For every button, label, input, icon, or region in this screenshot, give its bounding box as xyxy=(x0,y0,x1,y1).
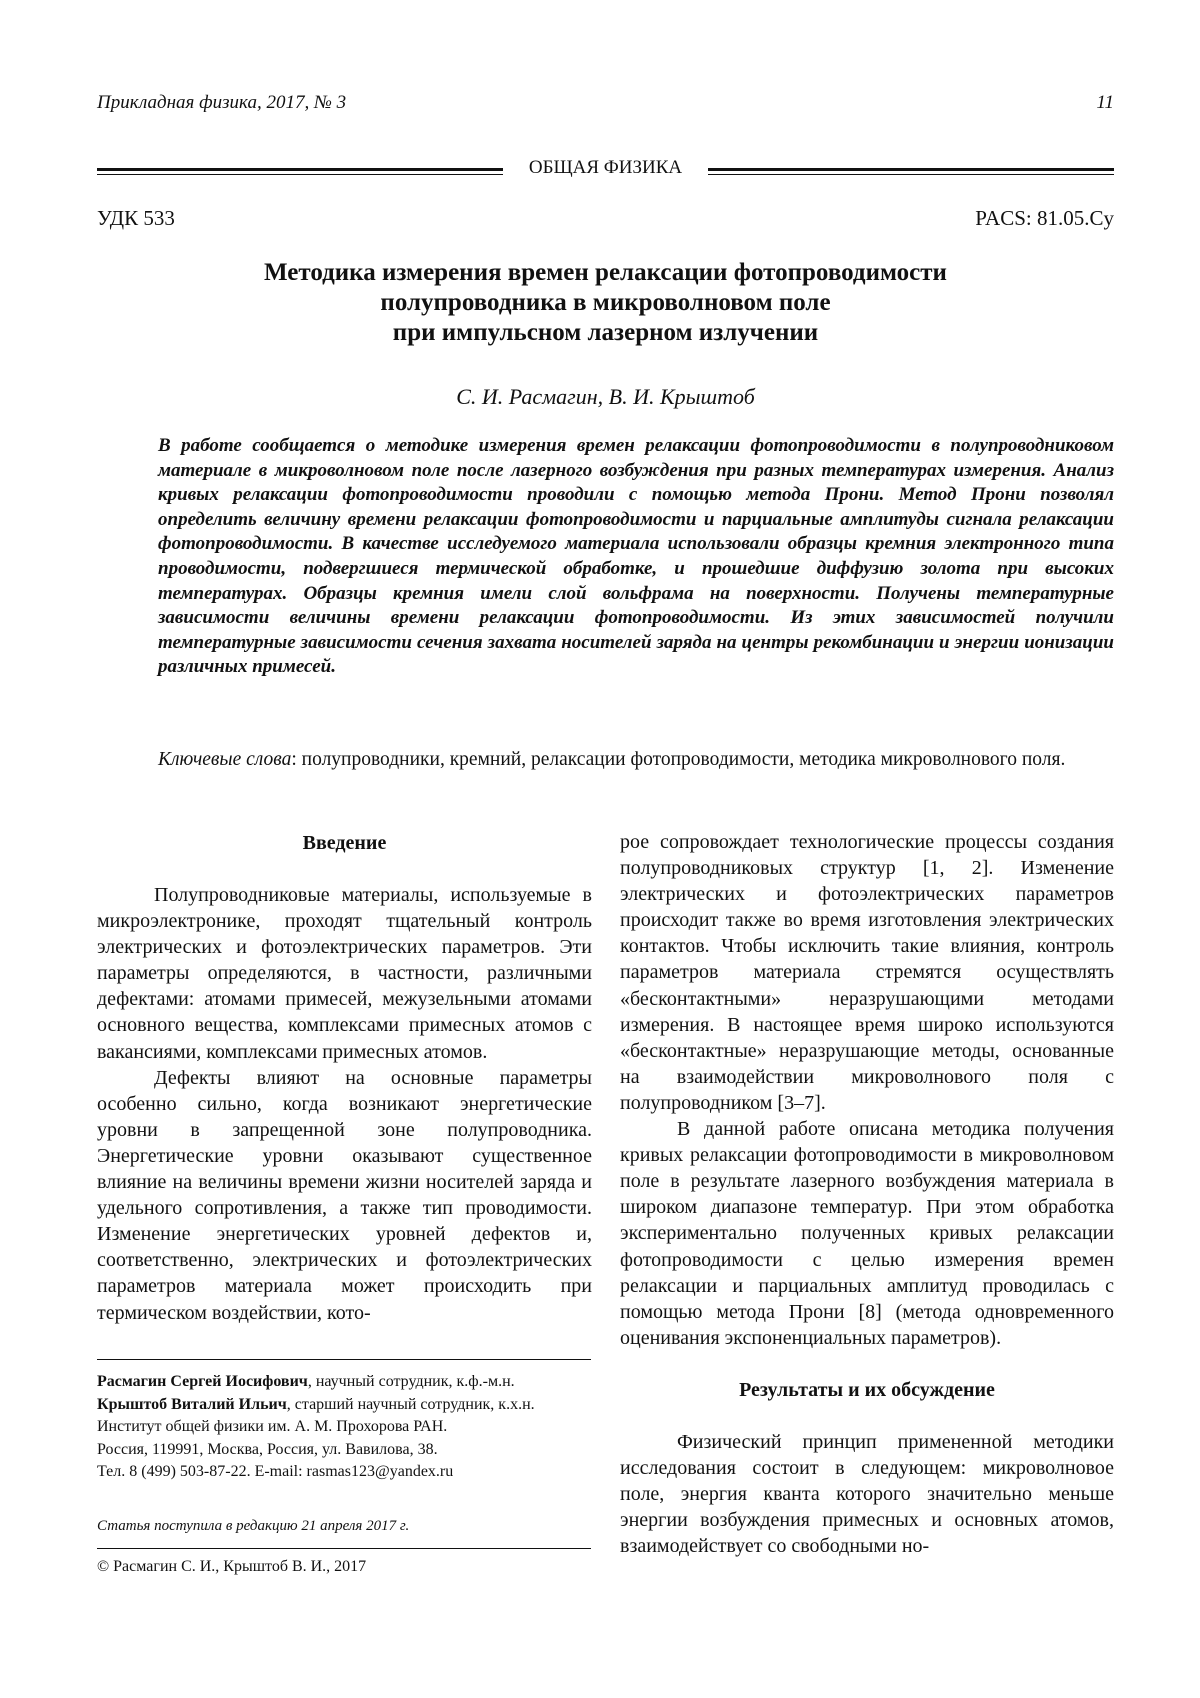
keywords-text: : полупроводники, кремний, релаксации фотопроводимости, методика микроволнового поля. xyxy=(291,749,1066,770)
section-rule-right xyxy=(708,168,1114,171)
section-band xyxy=(97,156,1114,186)
abstract: В работе сообщается о методике измерения времен релаксации фотопроводимости в полупроводниковом материале в микроволновом поле после лазерного возбуждения при разных температурах измерения. Анализ кривых релаксации фотопроводимости проводили с помощью метода Прони. Метод Прони позволял определить величину времени релаксации фотопроводимости и парциальные амплитуды сигнала релаксации фотопроводимости. В качестве исследуемого материала использовали образцы кремния электронного типа проводимости, подвергшиеся термической обработке, и прошедшие диффузию золота при высоких температурах. Образцы кремния имели слой вольфрама на поверхности. Получены температурные зависимости величины времени релаксации фотопроводимости. Из этих зависимостей получили температурные зависимости сечения захвата носителей заряда на центры рекомбинации и энергии ионизации различных примесей. xyxy=(158,435,1114,678)
institute: Институт общей физики им. А. М. Прохорова РАН. xyxy=(97,1418,448,1435)
author1-info: , научный сотрудник, к.ф.-м.н. xyxy=(307,1373,515,1390)
paragraph: В данной работе описана методика получения кривых релаксации фотопроводимости в микроволновом поле в результате лазерного возбуждения материала в широком диапазоне температур. При этом обработка экспериментально полученных кривых релаксации фотопроводимости с целью измерения времен релаксации и парциальных амплитуд проводилась с помощью метода Прони [8] (метода одновременного оценивания экспоненциальных параметров). xyxy=(620,1118,1114,1349)
results-heading: Результаты и их обсуждение xyxy=(739,1378,995,1401)
paragraph: Дефекты влияют на основные параметры особенно сильно, когда возникают энергетические уровни в запрещенной зоне полупроводника. Энергетические уровни оказывают существенное влияние на величины времени жизни носителей заряда и удельного сопротивления, а также тип проводимости. Изменение энергетических уровней дефектов и, соответственно, электрических и фотоэлектрических параметров материала может происходить при термическом воздействии, кото- xyxy=(97,1066,592,1324)
running-head xyxy=(97,92,1114,118)
contact: Тел. 8 (499) 503-87-22. E-mail: rasmas123@yandex.ru xyxy=(97,1463,454,1480)
author2-info: , старший научный сотрудник, к.х.н. xyxy=(286,1395,535,1413)
udk-code: УДК 533 xyxy=(97,206,175,230)
right-column xyxy=(620,829,1114,1559)
section-rule-left xyxy=(97,168,503,171)
authors: С. И. Расмагин, В. И. Крыштоб xyxy=(456,384,755,409)
journal-citation: Прикладная физика, 2017, № 3 xyxy=(97,92,347,113)
paragraph: Физический принцип примененной методики исследования состоит в следующем: микроволновое поле, энергия кванта которого значительно меньше энергии возбуждения примесных и основных атомов, взаимодействует со свободными но- xyxy=(620,1430,1114,1558)
keywords-label: Ключевые слова xyxy=(158,749,292,770)
author2-name: Крыштоб Виталий Ильич xyxy=(97,1395,287,1413)
received-date: Статья поступила в редакцию 21 апреля 2017 г. xyxy=(97,1518,410,1534)
title-line-2: полупроводника в микроволновом поле xyxy=(380,289,831,316)
copyright-rule xyxy=(97,1548,591,1549)
author1-name: Расмагин Сергей Иосифович xyxy=(97,1373,308,1390)
footnote-rule xyxy=(97,1359,591,1360)
title-line-3: при импульсном лазерном излучении xyxy=(392,319,819,346)
page-number: 11 xyxy=(1096,92,1114,113)
copyright: © Расмагин С. И., Крыштоб В. И., 2017 xyxy=(97,1558,367,1575)
intro-heading: Введение xyxy=(302,832,387,854)
paragraph: рое сопровождает технологические процессы создания полупроводниковых структур [1, 2]. Изменение электрических и фотоэлектрических параметров происходит также во время изготовления электрических контактов. Чтобы исключить такие влияния, контроль параметров материала стремятся осуществлять «бесконтактными» неразрушающими методами измерения. В настоящее время широко используются «бесконтактные» неразрушающие методы, основанные на взаимодействии микроволнового поля с полупроводником [3–7]. xyxy=(620,831,1114,1114)
address: Россия, 119991, Москва, Россия, ул. Вавилова, 38. xyxy=(97,1440,438,1458)
pacs-code: PACS: 81.05.Cy xyxy=(975,206,1114,230)
title-line-1: Методика измерения времен релаксации фотопроводимости xyxy=(264,259,947,286)
paragraph: Полупроводниковые материалы, используемые в микроэлектронике, проходят тщательный контроль электрических и фотоэлектрических параметров. Эти параметры определяются, в частности, различными дефектами: атомами примесей, межузельными атомами основного вещества, комплексами примесных атомов с вакансиями, комплексами примесных атомов. xyxy=(97,884,592,1063)
left-column xyxy=(97,830,592,1326)
article-title xyxy=(97,258,1114,348)
section-label: ОБЩАЯ ФИЗИКА xyxy=(528,157,683,178)
author-footnote xyxy=(97,1371,592,1484)
keywords xyxy=(158,747,1114,773)
